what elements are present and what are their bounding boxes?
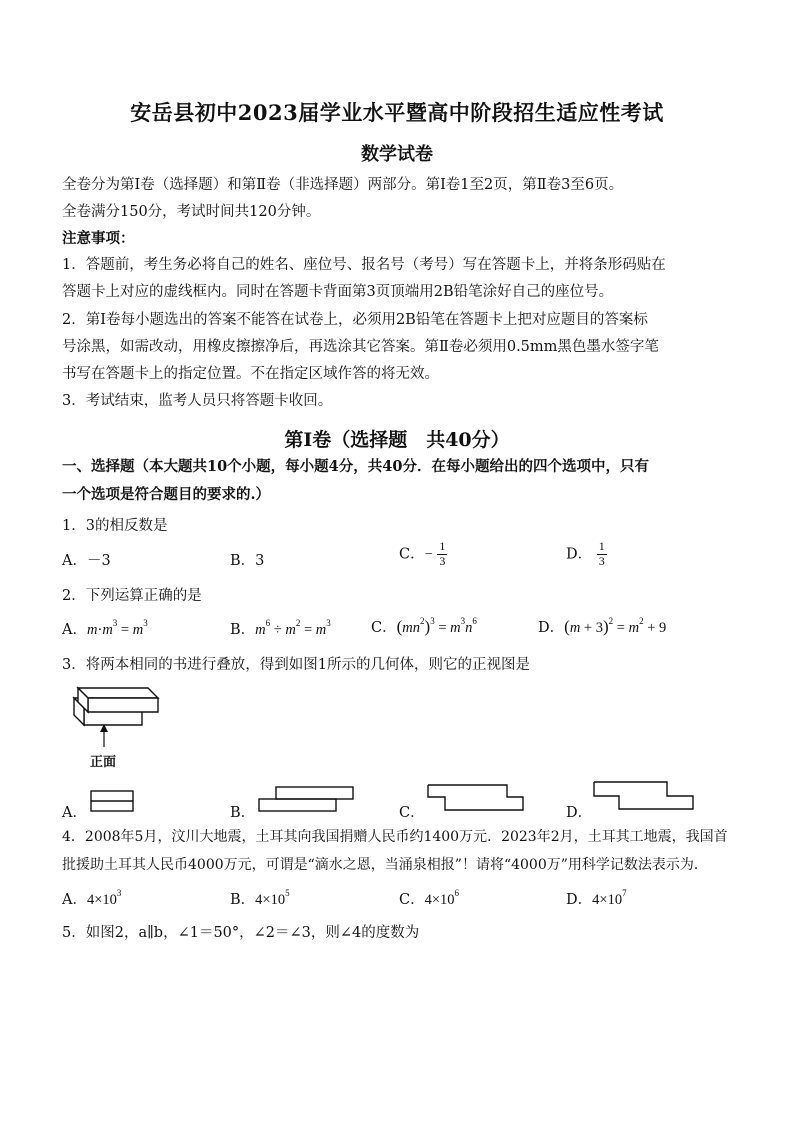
q3-option-d-view <box>593 781 697 813</box>
q3-stem: 3．将两本相同的书进行叠放，得到如图1所示的几何体，则它的正视图是 <box>62 657 530 673</box>
q3-option-a-view <box>90 790 136 814</box>
q2-option-a: A．$m\cdot m^3 = m^3$ <box>62 618 148 638</box>
minus-sign: − <box>424 546 433 563</box>
note-2-line-1: 2．第Ⅰ卷每小题选出的答案不能答在试卷上，必须用2B铅笔在答题卡上把对应题目的答案标 <box>62 312 648 328</box>
exam-title: 安岳县初中2023届学业水平暨高中阶段招生适应性考试 <box>130 100 664 125</box>
q3-option-a-label: A． <box>62 805 87 821</box>
q4-option-a: A．$4\times 10^3$ <box>62 888 122 908</box>
note-2-line-2: 号涂黑，如需改动，用橡皮擦擦净后，再选涂其它答案。第Ⅱ卷必须用0.5mm黑色墨水签字笔 <box>62 339 659 355</box>
q2-option-c: C．$(mn^2)^3 = m^3n^6$ <box>371 616 477 636</box>
q4-stem-line-1: 4．2008年5月，汶川大地震，土耳其向我国捐赠人民币约1400万元．2023年2月，土耳其工地震，我国首 <box>62 829 728 845</box>
q2-stem: 2．下列运算正确的是 <box>62 588 202 604</box>
note-3: 3．考试结束，监考人员只将答题卡收回。 <box>62 393 333 409</box>
q3-option-c-view <box>427 784 527 814</box>
note-1-line-1: 1．答题前，考生务必将自己的姓名、座位号、报名号（考号）写在答题卡上，并将条形码贴在 <box>62 257 666 273</box>
note-1-line-2: 答题卡上对应的虚线框内。同时在答题卡背面第3页顶端用2B铅笔涂好自己的座位号。 <box>62 284 614 300</box>
figure-1-front-label: 正面 <box>90 755 117 770</box>
q4-option-b: B．$4\times 10^5$ <box>230 888 290 908</box>
q1-option-c <box>399 540 447 569</box>
q1-stem: 1．3的相反数是 <box>62 518 168 534</box>
q1-option-d <box>566 540 607 569</box>
q1-option-c-label: C． <box>399 546 425 563</box>
note-2-line-3: 书写在答题卡上的指定位置。不在指定区域作答的将无效。 <box>62 366 439 382</box>
section-instruction-line-1: 一、选择题（本大题共10个小题，每小题4分，共40分．在每小题给出的四个选项中，只有 <box>62 458 649 475</box>
q3-option-d-label: D． <box>566 805 593 821</box>
q2-option-b: B．$m^6 \div m^2 = m^3$ <box>230 618 331 638</box>
q3-option-b-view <box>258 786 356 814</box>
intro-line-2: 全卷满分150分，考试时间共120分钟。 <box>62 204 321 220</box>
q1-option-d-label: D． <box>566 546 593 563</box>
q1-option-b: B．3 <box>230 553 265 569</box>
q1-option-d-fraction: $\frac{1}{3}$ <box>598 539 605 568</box>
q1-option-a: A．－3 <box>62 553 111 569</box>
q4-stem-line-2: 批援助土耳其人民币4000万元，可谓是“滴水之恩，当涌泉相报”！请将“4000万”用科学记数法表示为． <box>62 857 708 873</box>
q3-option-c-label: C． <box>399 805 425 821</box>
q2-option-d: D．$(m + 3)^2 = m^2 + 9$ <box>538 616 667 636</box>
q3-option-b-label: B． <box>230 805 256 821</box>
q4-option-c: C．$4\times 10^6$ <box>399 888 460 908</box>
q5-stem: 5．如图2，a∥b，∠1＝50°，∠2＝∠3，则∠4的度数为 <box>62 925 420 941</box>
intro-line-1: 全卷分为第Ⅰ卷（选择题）和第Ⅱ卷（非选择题）两部分。第Ⅰ卷1至2页，第Ⅱ卷3至6页。 <box>62 177 624 193</box>
section-title: 第Ⅰ卷（选择题 共40分） <box>284 429 510 451</box>
notes-heading: 注意事项： <box>62 230 135 247</box>
q4-option-d: D．$4\times 10^7$ <box>566 888 627 908</box>
exam-subtitle: 数学试卷 <box>361 144 433 165</box>
section-instruction-line-2: 一个选项是符合题目的要求的.） <box>62 486 271 503</box>
q1-option-c-fraction: $\frac{1}{3}$ <box>439 539 446 568</box>
